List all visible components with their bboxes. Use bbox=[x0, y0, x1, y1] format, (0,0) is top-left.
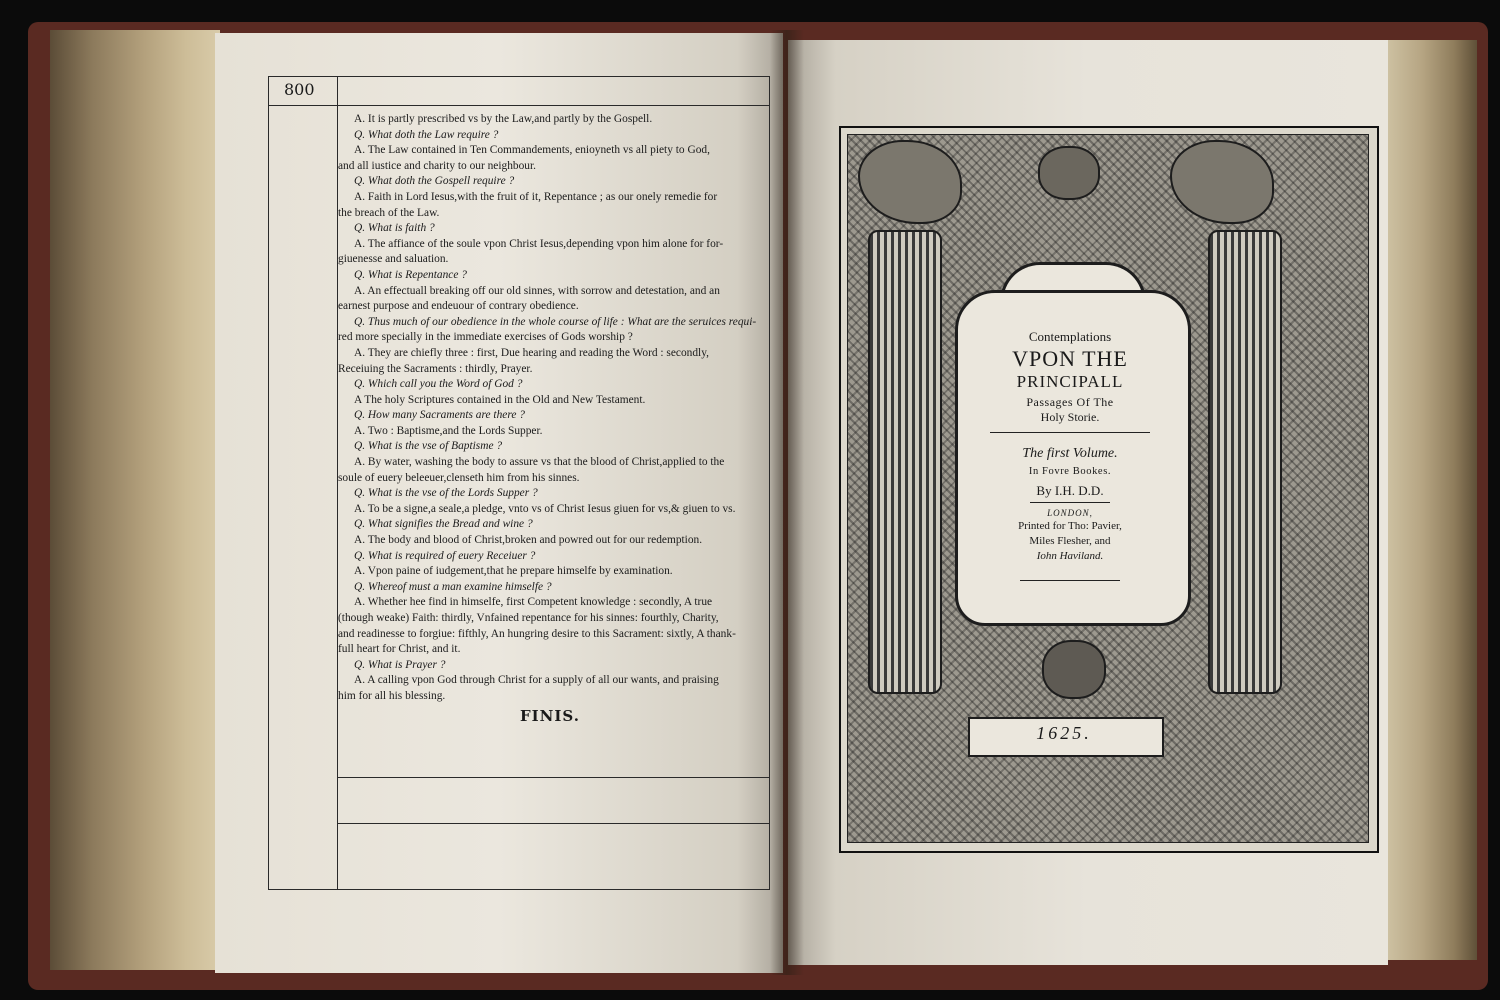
answer-line: A. The body and blood of Christ,broken and powred out for our redemption. bbox=[354, 534, 703, 547]
continuation-line: the breach of the Law. bbox=[338, 206, 440, 219]
bottom-mask-ornament bbox=[1042, 640, 1106, 699]
question-line: Q. Thus much of our obedience in the whole course of life : What are the seruices requi- bbox=[354, 315, 757, 328]
finis-heading: FINIS. bbox=[520, 707, 580, 725]
imprint-place: LONDON, bbox=[1047, 508, 1093, 518]
continuation-line: and readinesse to forgiue: fifthly, An hungring desire to this Sacrament: sixtly, A thank- bbox=[338, 627, 736, 640]
page-edges-right bbox=[1385, 40, 1477, 960]
answer-line: A. Faith in Lord Iesus,with the fruit of it, Repentance ; as our onely remedie for bbox=[354, 190, 718, 203]
answer-line: A. It is partly prescribed vs by the Law,and partly by the Gospell. bbox=[354, 113, 653, 125]
question-line: Q. What is Repentance ? bbox=[354, 268, 467, 281]
title-line-5: Holy Storie. bbox=[1040, 410, 1100, 424]
continuation-line: earnest purpose and endeuour of contrary obedience. bbox=[338, 300, 579, 313]
continuation-line: red more specially in the immediate exercises of Gods worship ? bbox=[338, 331, 633, 344]
right-column-ornament bbox=[1208, 230, 1282, 694]
question-line: Q. How many Sacraments are there ? bbox=[354, 409, 525, 422]
continuation-line: Receiuing the Sacraments : thirdly, Prayer. bbox=[338, 362, 533, 375]
imprint-line-3: Iohn Haviland. bbox=[1036, 550, 1104, 562]
answer-line: A. Whether hee find in himselfe, first Competent knowledge : secondly, A true bbox=[354, 596, 713, 609]
continuation-line: him for all his blessing. bbox=[338, 689, 446, 702]
catechism-text bbox=[338, 112, 766, 705]
left-column-ornament bbox=[868, 230, 942, 694]
continuation-line: soule of euery beleeuer,clenseth him from his sinnes. bbox=[338, 471, 580, 484]
volume-line: The first Volume. bbox=[1022, 446, 1118, 461]
publication-date: 1625. bbox=[1036, 723, 1092, 743]
answer-line: A. To be a signe,a seale,a pledge, vnto vs of Christ Iesus giuen for vs,& giuen to vs. bbox=[354, 502, 736, 515]
question-line: Q. What is required of euery Receiuer ? bbox=[354, 549, 536, 562]
answer-line: A. The affiance of the soule vpon Christ Iesus,depending vpon him alone for for- bbox=[354, 237, 724, 250]
question-line: Q. What is Prayer ? bbox=[354, 658, 446, 671]
footer-rule bbox=[337, 777, 769, 778]
book-gutter bbox=[770, 30, 804, 975]
continuation-line: (though weake) Faith: thirdly, Vnfained repentance for his sinnes: fourthly, Charity, bbox=[338, 612, 719, 624]
answer-line: A. Vpon paine of iudgement,that he prepare himselfe by examination. bbox=[354, 565, 673, 578]
continuation-line: full heart for Christ, and it. bbox=[338, 643, 461, 656]
question-line: Q. What is the vse of Baptisme ? bbox=[354, 440, 503, 453]
title-rule bbox=[990, 432, 1150, 433]
answer-line: A. Two : Baptisme,and the Lords Supper. bbox=[354, 424, 543, 437]
question-line: Q. Whereof must a man examine himselfe ? bbox=[354, 580, 552, 593]
imprint-rule-2 bbox=[1020, 580, 1120, 581]
answer-line: A. A calling vpon God through Christ for a supply of all our wants, and praising bbox=[354, 674, 719, 687]
question-line: Q. Which call you the Word of God ? bbox=[354, 378, 523, 391]
author-line: By I.H. D.D. bbox=[1036, 483, 1104, 498]
continuation-line: giuenesse and saluation. bbox=[338, 253, 449, 266]
imprint-line-2: Miles Flesher, and bbox=[1029, 535, 1111, 547]
answer-line: A. They are chiefly three : first, Due hearing and reading the Word : secondly, bbox=[354, 346, 710, 359]
title-line-3: PRINCIPALL bbox=[1016, 372, 1124, 391]
page-number: 800 bbox=[284, 80, 315, 99]
title-line-2: VPON THE bbox=[1012, 346, 1128, 371]
page-edges-left bbox=[50, 30, 220, 970]
continuation-line: and all iustice and charity to our neighbour. bbox=[338, 159, 537, 172]
answer-line: A. An effectuall breaking off our old sinnes, with sorrow and detestation, and an bbox=[354, 284, 720, 297]
footer-rule-2 bbox=[337, 823, 769, 824]
title-line-1: Contemplations bbox=[1028, 329, 1112, 344]
header-rule bbox=[269, 105, 769, 106]
answer-line: A. The Law contained in Ten Commandements, enioyneth vs all piety to God, bbox=[354, 144, 710, 157]
top-mask-ornament bbox=[1038, 146, 1100, 200]
imprint-rule bbox=[1030, 502, 1110, 503]
question-line: Q. What is faith ? bbox=[354, 222, 435, 235]
books-line: In Fovre Bookes. bbox=[1028, 466, 1112, 477]
title-line-4: Passages Of The bbox=[1026, 395, 1114, 409]
question-line: Q. What signifies the Bread and wine ? bbox=[354, 518, 533, 531]
question-line: Q. What doth the Law require ? bbox=[354, 128, 499, 141]
imprint-line-1: Printed for Tho: Pavier, bbox=[1018, 520, 1122, 532]
question-line: Q. What is the vse of the Lords Supper ? bbox=[354, 487, 538, 500]
answer-line: A. By water, washing the body to assure vs that the blood of Christ,applied to the bbox=[354, 456, 725, 469]
question-line: Q. What doth the Gospell require ? bbox=[354, 175, 515, 188]
answer-line: A The holy Scriptures contained in the Old and New Testament. bbox=[354, 393, 646, 406]
